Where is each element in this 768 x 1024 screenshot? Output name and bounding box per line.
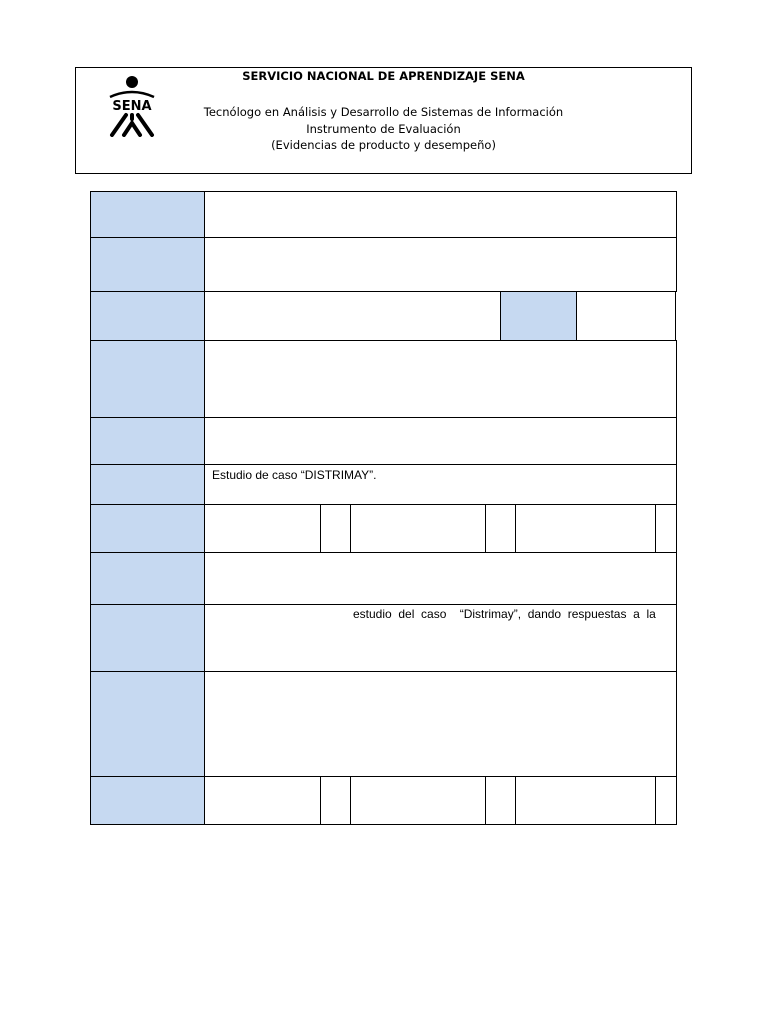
check-cell (655, 776, 677, 825)
document-header (75, 67, 692, 174)
check-cell (320, 504, 351, 553)
label-cell (500, 291, 577, 341)
label-cell (90, 464, 205, 505)
value-cell (204, 237, 677, 292)
value-cell (204, 604, 677, 672)
label-cell (90, 504, 205, 553)
description-text: estudio del caso “Distrimay”, dando respuestas a la (353, 607, 656, 621)
label-cell (90, 776, 205, 825)
check-cell (655, 504, 677, 553)
label-cell (90, 604, 205, 672)
value-cell (350, 504, 486, 553)
label-cell (90, 291, 205, 341)
label-cell (90, 237, 205, 292)
value-cell (204, 504, 321, 553)
instrument-name: Instrumento de Evaluación (306, 122, 461, 136)
value-cell (204, 191, 677, 238)
check-cell (320, 776, 351, 825)
value-cell (515, 504, 656, 553)
program-name: Tecnólogo en Análisis y Desarrollo de Sistemas de Información (203, 105, 564, 119)
value-cell (515, 776, 656, 825)
institution-title: SERVICIO NACIONAL DE APRENDIZAJE SENA (242, 69, 525, 83)
label-cell (90, 191, 205, 238)
value-cell (204, 340, 677, 418)
evidence-type: (Evidencias de producto y desempeño) (271, 138, 496, 152)
label-cell (90, 340, 205, 418)
check-cell (485, 504, 516, 553)
value-cell (204, 417, 677, 465)
value-cell (350, 776, 486, 825)
value-cell (204, 671, 677, 777)
value-cell (204, 776, 321, 825)
evaluation-form (90, 191, 677, 825)
label-cell (90, 417, 205, 465)
label-cell (90, 671, 205, 777)
value-cell (204, 464, 677, 505)
label-cell (90, 552, 205, 605)
value-cell (204, 552, 677, 605)
check-cell (485, 776, 516, 825)
value-cell (204, 291, 501, 341)
sena-logo-text: SENA (112, 99, 152, 114)
value-cell (576, 291, 676, 341)
case-study-text: Estudio de caso “DISTRIMAY”. (212, 468, 377, 482)
